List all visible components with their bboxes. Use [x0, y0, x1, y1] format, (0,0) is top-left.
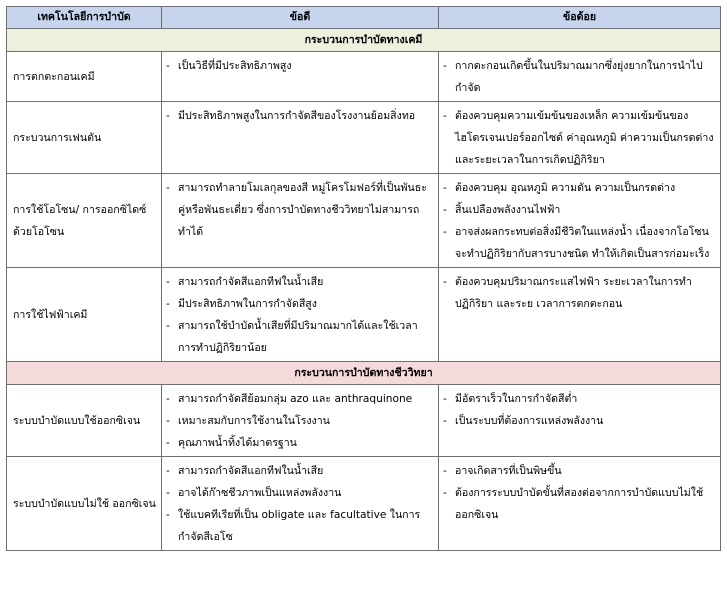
table-row: [7, 385, 721, 457]
bullet-dash: -: [166, 509, 170, 521]
bullet-dash: -: [166, 437, 170, 449]
bullet-dash: -: [166, 320, 170, 332]
list-item: [166, 482, 434, 504]
list-item: [166, 504, 434, 548]
bullet-dash: -: [443, 60, 447, 72]
list-item-text: สามารถใช้บำบัดน้ำเสียที่มีปริมาณมากได้และใช้เวลาการทำปฏิกิริยาน้อย: [178, 320, 418, 354]
disadvantages-cell: [439, 174, 721, 268]
advantages-cell: [162, 268, 439, 362]
list-item: [166, 55, 434, 77]
bullet-dash: -: [166, 182, 170, 194]
list-item-text: มีอัตราเร็วในการกำจัดสีต่ำ: [455, 393, 578, 405]
list-item: [166, 105, 434, 127]
list-item-text: สิ้นเปลืองพลังงานไฟฟ้า: [455, 204, 561, 216]
table-body: [7, 29, 721, 551]
bullet-dash: -: [443, 487, 447, 499]
section-header-row: [7, 362, 721, 385]
technology-cell: การใช้ไฟฟ้าเคมี: [7, 268, 162, 362]
list-item: [166, 460, 434, 482]
advantages-cell: [162, 174, 439, 268]
bullet-dash: -: [166, 487, 170, 499]
disadvantages-cell: [439, 52, 721, 102]
list-item: [443, 460, 716, 482]
disadvantages-cell: [439, 268, 721, 362]
list-item-text: เหมาะสมกับการใช้งานในโรงงาน: [178, 415, 330, 427]
disadvantages-cell: [439, 102, 721, 174]
list-item: [166, 271, 434, 293]
list-item: [166, 410, 434, 432]
list-item-text: ต้องการระบบบำบัดขั้นที่สองต่อจากการบำบัดแบบไม่ใช้ออกซิเจน: [455, 487, 704, 521]
technology-cell: ระบบบำบัดแบบไม่ใช้ ออกซิเจน: [7, 457, 162, 551]
list-item-text: เป็นระบบที่ต้องการแหล่งพลังงาน: [455, 415, 604, 427]
bullet-dash: -: [166, 60, 170, 72]
header-technology: เทคโนโลยีการบำบัด: [7, 7, 162, 29]
bullet-dash: -: [443, 276, 447, 288]
advantages-cell: [162, 457, 439, 551]
list-item: [166, 293, 434, 315]
technology-cell: การตกตะกอนเคมี: [7, 52, 162, 102]
list-item-text: อาจได้ก๊าซชีวภาพเป็นแหล่งพลังงาน: [178, 487, 342, 499]
section-header-row: [7, 29, 721, 52]
list-item-text: กากตะกอนเกิดขึ้นในปริมาณมากซึ่งยุ่งยากในการนำไปกำจัด: [455, 60, 703, 94]
list-item: [166, 388, 434, 410]
list-item: [443, 105, 716, 171]
bullet-dash: -: [443, 110, 447, 122]
list-item-text: เป็นวิธีที่มีประสิทธิภาพสูง: [178, 60, 292, 72]
table-row: [7, 268, 721, 362]
list-item: [443, 271, 716, 315]
list-item-text: อาจเกิดสารที่เป็นพิษขึ้น: [455, 465, 562, 477]
list-item-text: ใช้แบคทีเรียที่เป็น obligate และ facultative ในการกำจัดสีเอโซ: [178, 509, 421, 543]
header-advantages: ข้อดี: [162, 7, 439, 29]
list-item: [443, 410, 716, 432]
list-item: [443, 199, 716, 221]
advantages-cell: [162, 102, 439, 174]
list-item-text: มีประสิทธิภาพในการกำจัดสีสูง: [178, 298, 317, 310]
bullet-dash: -: [166, 276, 170, 288]
bullet-dash: -: [443, 465, 447, 477]
section-title: กระบวนการบำบัดทางเคมี: [7, 29, 721, 52]
list-item-text: ต้องควบคุม อุณหภูมิ ความดัน ความเป็นกรดด่าง: [455, 182, 676, 194]
list-item: [443, 482, 716, 526]
bullet-dash: -: [166, 415, 170, 427]
list-item: [166, 432, 434, 454]
list-item-text: สามารถกำจัดสีแอกทีฟในน้ำเสีย: [178, 276, 324, 288]
bullet-dash: -: [166, 298, 170, 310]
list-item: [166, 315, 434, 359]
list-item: [443, 177, 716, 199]
table-row: [7, 52, 721, 102]
header-row: [7, 7, 721, 29]
list-item-text: ต้องควบคุมปริมาณกระแสไฟฟ้า ระยะเวลาในการทำปฏิกิริยา และระย เวลาการตกตะกอน: [455, 276, 692, 310]
list-item-text: สามารถทำลายโมเลกุลของสี หมู่โครโมฟอร์ที่เป็นพันธะคู่หรือพันธะเดี่ยว ซึ่งการบำบัดทางชีววิทยาไม่สามารถทำได้: [178, 182, 427, 238]
technology-cell: การใช้โอโซน/ การออกซิไดซ์ด้วยโอโซน: [7, 174, 162, 268]
list-item-text: มีประสิทธิภาพสูงในการกำจัดสีของโรงงานย้อมสิ่งทอ: [178, 110, 416, 122]
list-item-text: สามารถกำจัดสีแอกทีฟในน้ำเสีย: [178, 465, 324, 477]
bullet-dash: -: [166, 465, 170, 477]
technology-cell: ระบบบำบัดแบบใช้ออกซิเจน: [7, 385, 162, 457]
bullet-dash: -: [443, 204, 447, 216]
table-row: [7, 174, 721, 268]
bullet-dash: -: [443, 182, 447, 194]
disadvantages-cell: [439, 385, 721, 457]
header-disadvantages: ข้อด้อย: [439, 7, 721, 29]
advantages-cell: [162, 385, 439, 457]
bullet-dash: -: [166, 393, 170, 405]
treatment-comparison-table: [6, 6, 721, 551]
table-row: [7, 457, 721, 551]
bullet-dash: -: [443, 226, 447, 238]
technology-cell: กระบวนการเฟนตัน: [7, 102, 162, 174]
bullet-dash: -: [443, 393, 447, 405]
advantages-cell: [162, 52, 439, 102]
list-item-text: ต้องควบคุมความเข้มข้นของเหล็ก ความเข้มข้นของไฮโดรเจนเปอร์ออกไซด์ ค่าอุณหภูมิ ค่าความเป็นกรดด่าง และระยะเวลาในการเกิดปฏิกิริยา: [455, 110, 714, 166]
list-item: [166, 177, 434, 243]
list-item-text: คุณภาพน้ำทิ้งได้มาตรฐาน: [178, 437, 297, 449]
disadvantages-cell: [439, 457, 721, 551]
list-item-text: สามารถกำจัดสีย้อมกลุ่ม azo และ anthraquinone: [178, 393, 413, 405]
table-row: [7, 102, 721, 174]
list-item: [443, 388, 716, 410]
list-item: [443, 221, 716, 265]
bullet-dash: -: [443, 415, 447, 427]
list-item: [443, 55, 716, 99]
bullet-dash: -: [166, 110, 170, 122]
list-item-text: อาจส่งผลกระทบต่อสิ่งมีชีวิตในแหล่งน้ำ เนื่องจากโอโซนจะทำปฏิกิริยากับสารบางชนิด ทำให้เกิดเป็นสารก่อมะเร็ง: [455, 226, 710, 260]
section-title: กระบวนการบำบัดทางชีววิทยา: [7, 362, 721, 385]
